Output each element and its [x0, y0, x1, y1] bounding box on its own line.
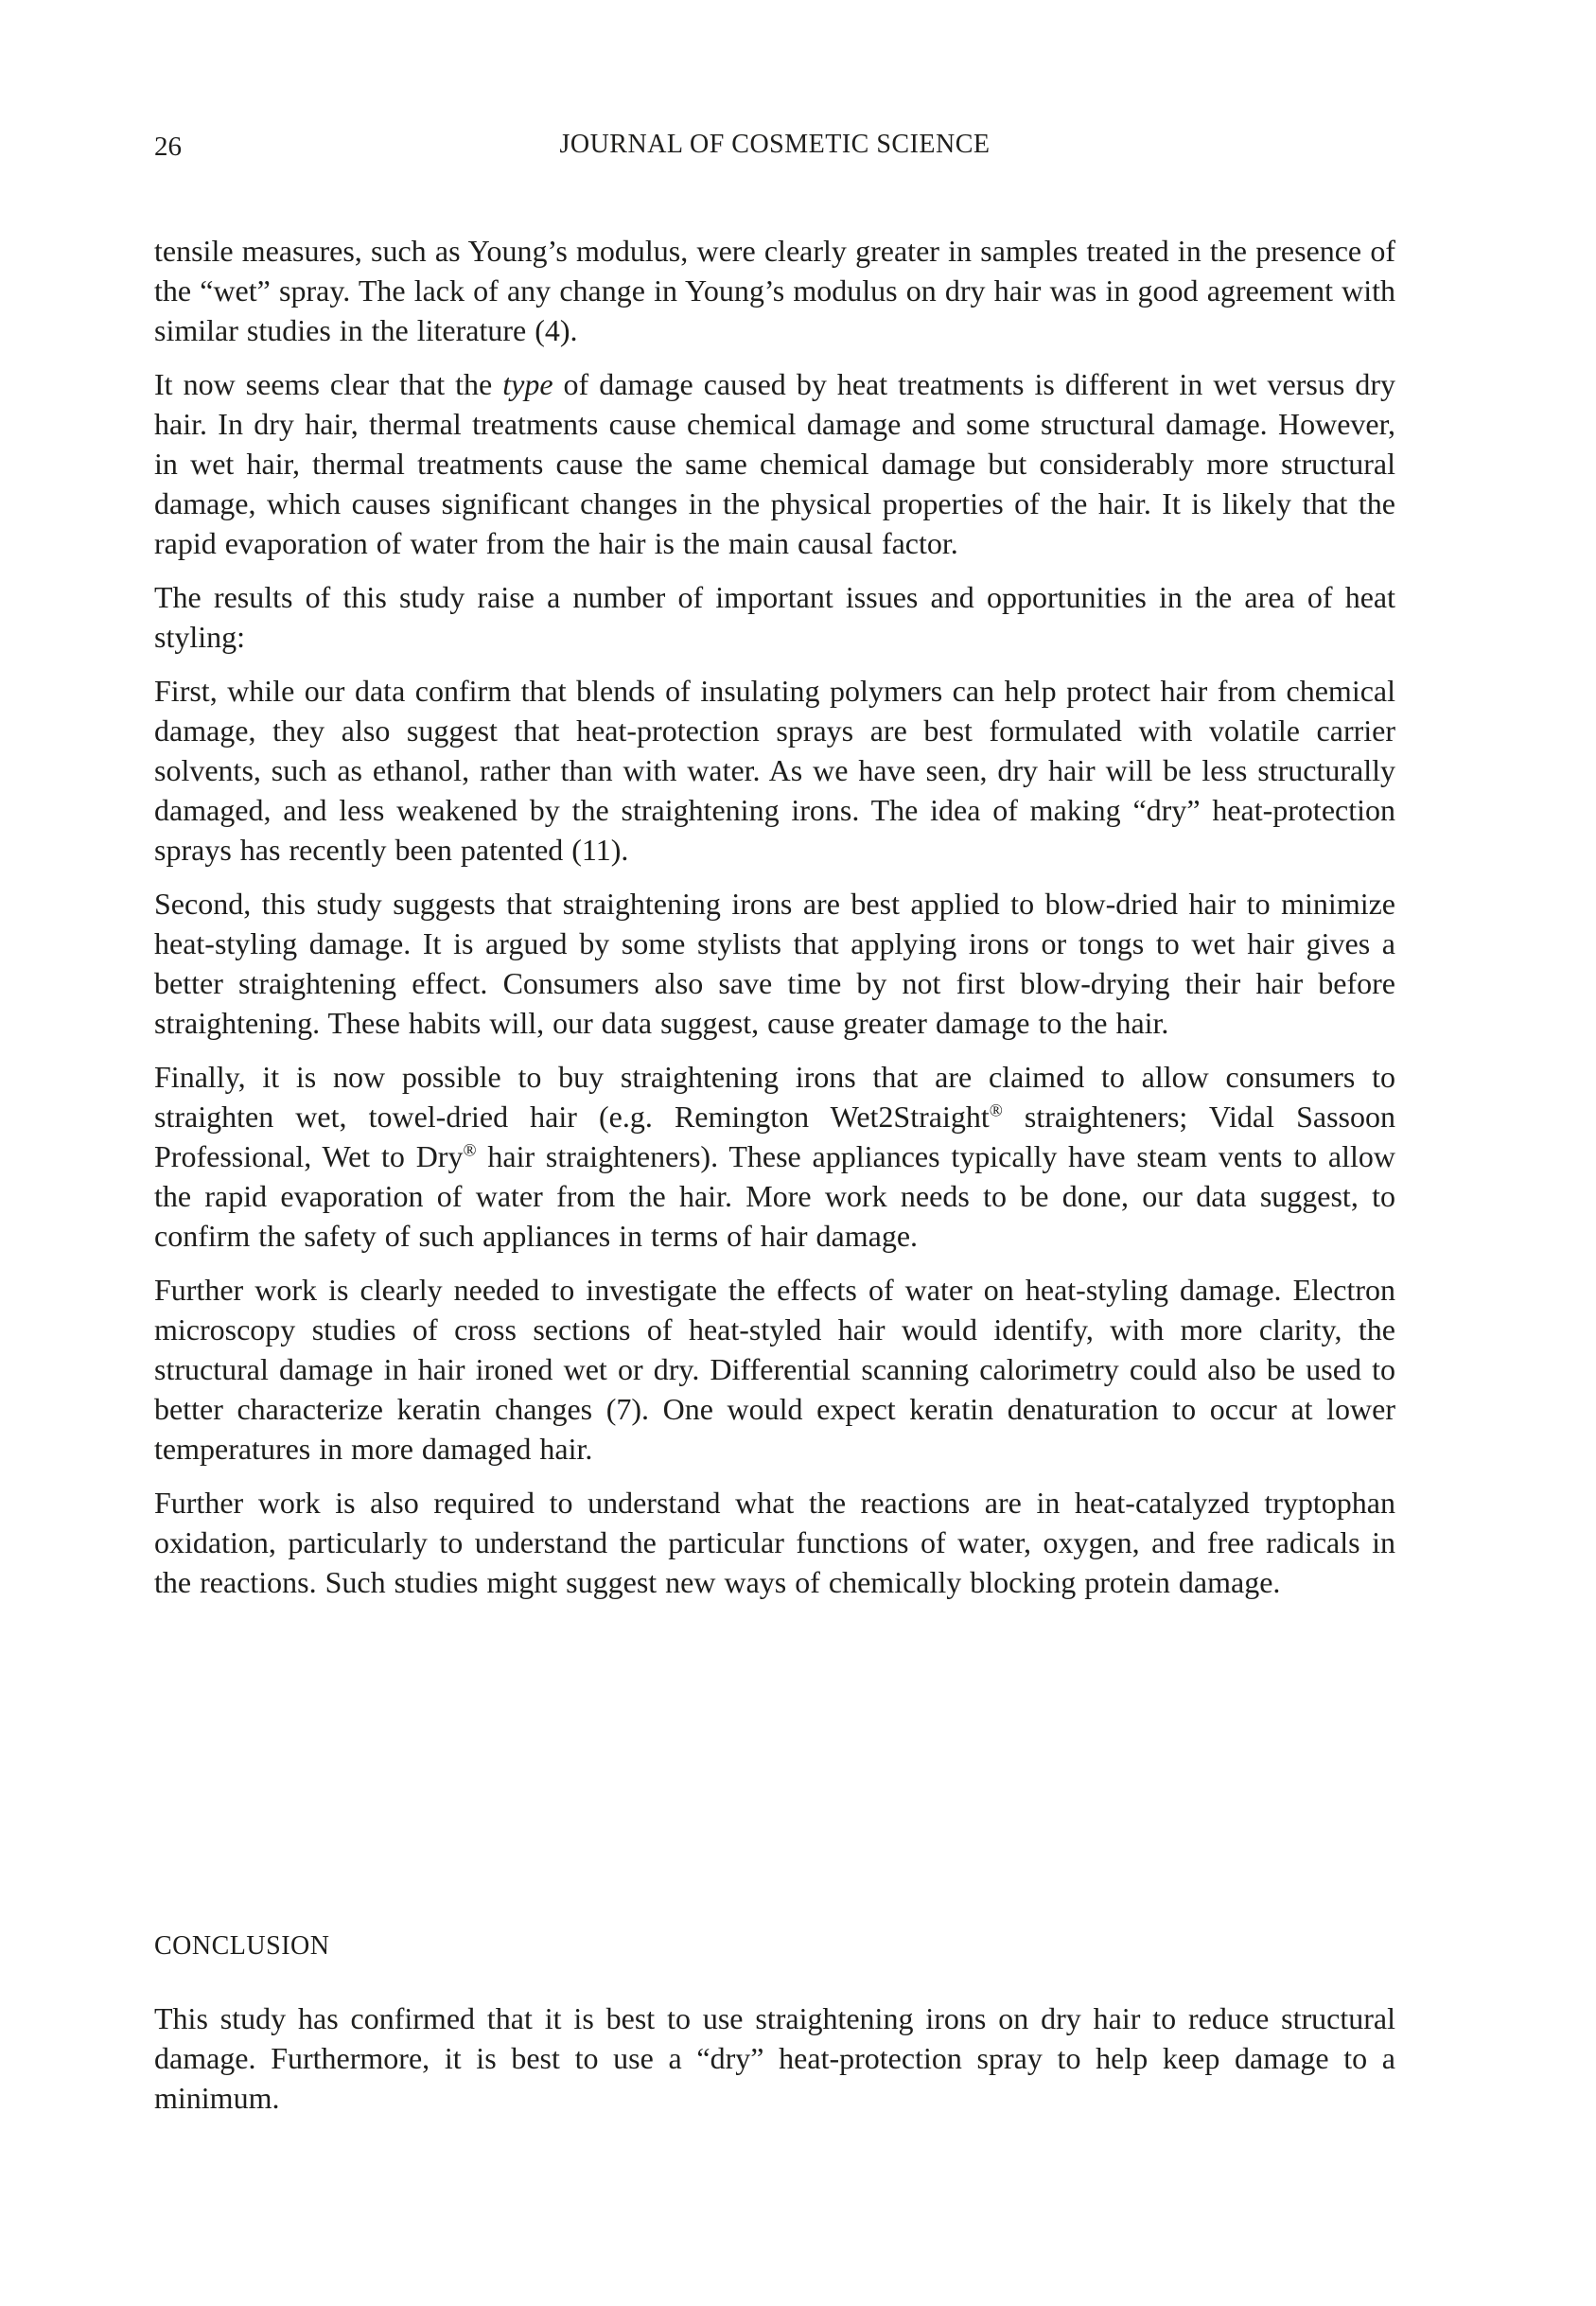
paragraph — [154, 1057, 1395, 1256]
paragraph-text: Further work is clearly needed to investigate the effects of water on heat-styling damage. Electron microscopy studies of cross sections of heat-styled hair would identify, with more clarity, the structural damage in hair ironed wet or dry. Differential scanning calorimetry could also be used to better characterize keratin changes (7). One would expect keratin denaturation to occur at lower temperatures in more damaged hair. — [154, 1273, 1395, 1466]
paragraph-text: tensile measures, such as Young’s modulus, were clearly greater in samples treated in the presence of the “wet” spray. The lack of any change in Young’s modulus on dry hair was in good agreement with similar studies in the literature (4). — [154, 234, 1395, 347]
paragraph-text: hair straighteners). These appliances typically have steam vents to allow the rapid evaporation of water from the hair. More work needs to be done, our data suggest, to confirm the safety of such appliances in terms of hair damage. — [154, 1139, 1395, 1253]
paragraph — [154, 884, 1395, 1043]
page-header — [154, 129, 1395, 167]
paragraph — [154, 1483, 1395, 1602]
paragraph-text: This study has confirmed that it is best to use straightening irons on dry hair to reduce structural damage. Furthermore, it is best to use a “dry” heat-protection spray to help keep damage to a minimum. — [154, 2001, 1395, 2115]
registered-trademark-symbol: ® — [989, 1100, 1003, 1121]
paragraph-text: Second, this study suggests that straightening irons are best applied to blow-dried hair to minimize heat-styling damage. It is argued by some stylists that applying irons or tongs to wet hair gives a better straightening effect. Consumers also save time by not first blow-drying their hair before straightening. These habits will, our data suggest, cause greater damage to the hair. — [154, 887, 1395, 1040]
paragraph-text: Further work is also required to understand what the reactions are in heat-catalyzed tryptophan oxidation, particularly to understand the particular functions of water, oxygen, and free radicals in the reactions. Such studies might suggest new ways of chemically blocking protein damage. — [154, 1486, 1395, 1599]
paragraph-text: of damage caused by heat treatments is different in wet versus dry hair. In dry hair, thermal treatments cause chemical damage and some structural damage. However, in wet hair, thermal treatments cause the same chemical damage but considerably more structural damage, which causes significant changes in the physical properties of the hair. It is likely that the rapid evaporation of water from the hair is the main causal factor. — [154, 367, 1395, 560]
paragraph-text: The results of this study raise a number of important issues and opportunities in the area of heat styling: — [154, 580, 1395, 654]
page-number: 26 — [154, 132, 182, 162]
conclusion-paragraph — [154, 1998, 1395, 2118]
paragraph — [154, 364, 1395, 563]
paragraph-text: Finally, it is now possible to buy straightening irons that are claimed to allow consumers to straighten wet, towel-dried hair (e.g. Remington Wet2Straight — [154, 1060, 1395, 1134]
article-body — [154, 231, 1395, 1616]
paragraph-text: straighteners; Vidal Sassoon Professional, Wet to Dry — [154, 1100, 1396, 1173]
italic-term: type — [502, 367, 553, 401]
paragraph — [154, 1270, 1395, 1469]
paragraph — [154, 231, 1395, 350]
paragraph-text: First, while our data confirm that blends of insulating polymers can help protect hair from chemical damage, they also suggest that heat-protection sprays are best formulated with volatile carrier solvents, such as ethanol, rather than with water. As we have seen, dry hair will be less structurally damaged, and less weakened by the straightening irons. The idea of making “dry” heat-protection sprays has recently been patented (11). — [154, 674, 1395, 867]
paragraph-text: It now seems clear that the — [154, 367, 503, 401]
paragraph — [154, 671, 1395, 870]
journal-title: JOURNAL OF COSMETIC SCIENCE — [559, 130, 991, 159]
conclusion-section — [154, 1930, 1395, 2118]
conclusion-heading: CONCLUSION — [154, 1931, 330, 1961]
paragraph — [154, 577, 1395, 657]
registered-trademark-symbol: ® — [463, 1140, 477, 1161]
